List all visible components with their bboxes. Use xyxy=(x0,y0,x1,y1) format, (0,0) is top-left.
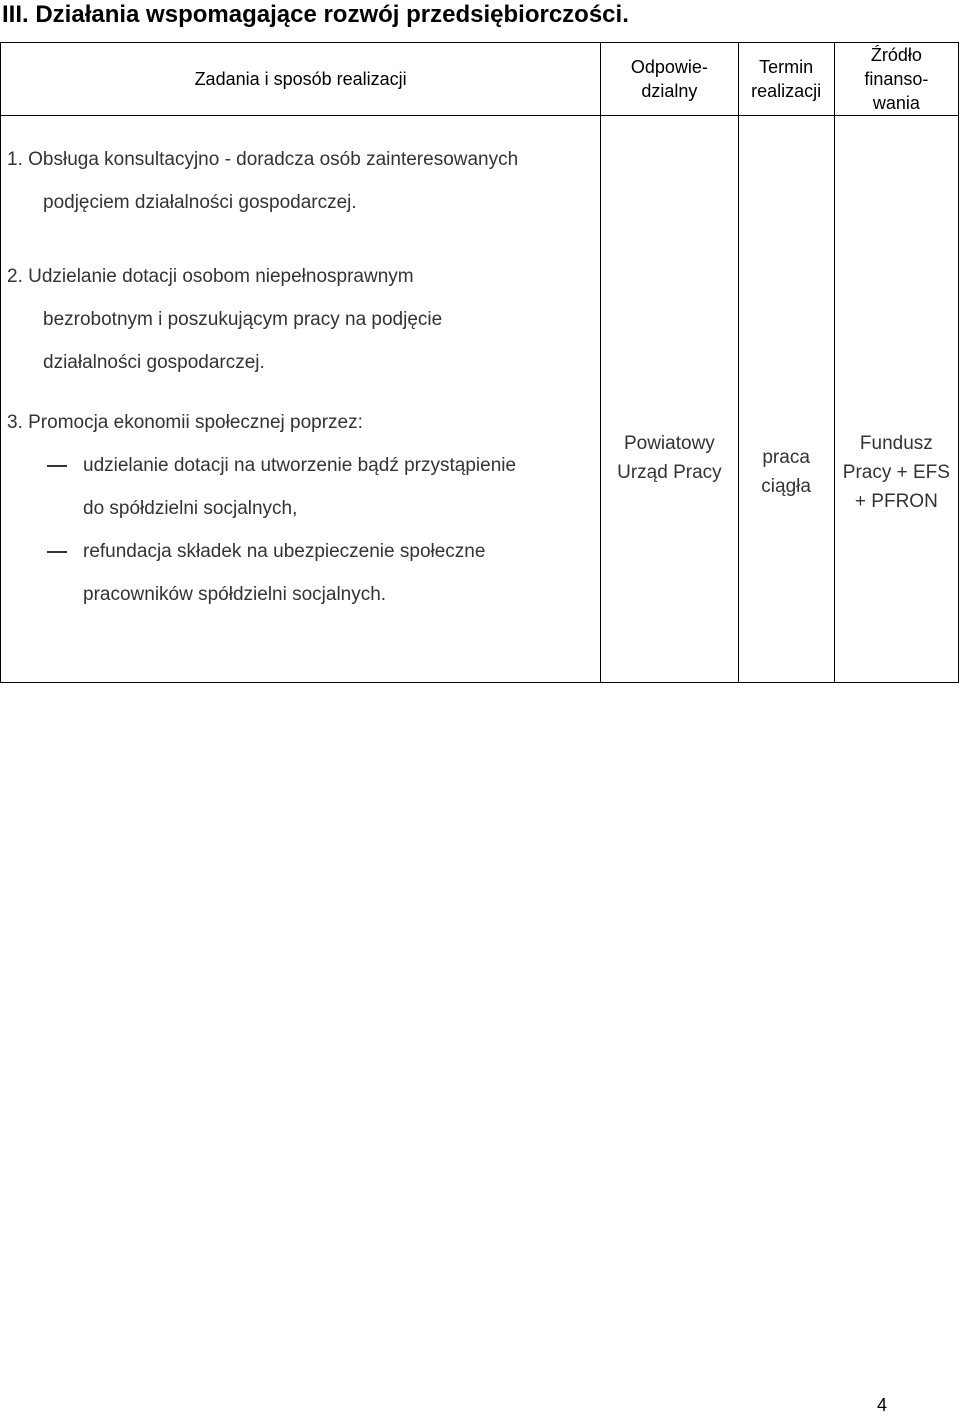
header-term-line: Termin xyxy=(759,57,814,77)
task-line: 2. Udzielanie dotacji osobom niepełnosprawnym xyxy=(7,266,414,287)
bullet-line: udzielanie dotacji na utworzenie bądź przystąpienie xyxy=(83,455,517,476)
task-item-1 xyxy=(1,116,600,224)
funding-line: Pracy + EFS xyxy=(842,462,950,483)
header-funding-line: finanso- xyxy=(864,69,929,89)
responsible-line: Urząd Pracy xyxy=(617,462,722,483)
task-item-3 xyxy=(1,384,600,616)
header-term xyxy=(738,43,834,116)
tasks-cell xyxy=(1,116,601,683)
task-line: podjęciem działalności gospodarczej. xyxy=(43,192,357,213)
section-title: III. Działania wspomagające rozwój przedsiębiorczości. xyxy=(2,1,629,28)
responsible-cell xyxy=(601,116,738,683)
bullet-item xyxy=(7,444,600,530)
term-line: praca xyxy=(762,447,810,468)
funding-value xyxy=(835,116,958,516)
term-line: ciągła xyxy=(761,476,811,497)
term-cell xyxy=(738,116,834,683)
header-responsible xyxy=(601,43,738,116)
task-line: 3. Promocja ekonomii społecznej poprzez: xyxy=(7,412,363,433)
header-responsible-line: Odpowie- xyxy=(630,57,708,77)
task-line: 1. Obsługa konsultacyjno - doradcza osób zainteresowanych xyxy=(7,149,519,170)
header-row xyxy=(1,43,959,116)
task-line: bezrobotnym i poszukującym pracy na podjęcie xyxy=(43,309,443,330)
bullet-text xyxy=(83,444,516,530)
page-number: 4 xyxy=(877,1395,888,1415)
header-responsible-line: dzialny xyxy=(641,81,698,101)
task-item-2 xyxy=(1,224,600,384)
funding-line: + PFRON xyxy=(854,491,938,512)
header-funding-line: Źródło xyxy=(870,45,922,65)
bullet-line: refundacja składek na ubezpieczenie społeczne xyxy=(83,541,486,562)
task-line: działalności gospodarczej. xyxy=(43,352,265,373)
bullet-item xyxy=(7,530,600,616)
header-funding xyxy=(834,43,958,116)
responsible-value xyxy=(601,116,737,487)
dash-bullet-icon xyxy=(47,465,67,467)
funding-cell xyxy=(834,116,958,683)
dash-bullet-icon xyxy=(47,551,67,553)
bullet-line: do spółdzielni socjalnych, xyxy=(83,498,298,519)
body-row xyxy=(1,116,959,683)
funding-line: Fundusz xyxy=(859,433,933,454)
bullet-line: pracowników spółdzielni socjalnych. xyxy=(83,584,387,605)
responsible-line: Powiatowy xyxy=(623,433,715,454)
bullet-text xyxy=(83,530,485,616)
header-funding-line: wania xyxy=(872,93,920,113)
header-term-line: realizacji xyxy=(751,81,822,101)
tasks-table xyxy=(0,42,959,683)
header-tasks-label: Zadania i sposób realizacji xyxy=(194,69,407,89)
header-tasks xyxy=(1,43,601,116)
term-value xyxy=(739,116,834,501)
